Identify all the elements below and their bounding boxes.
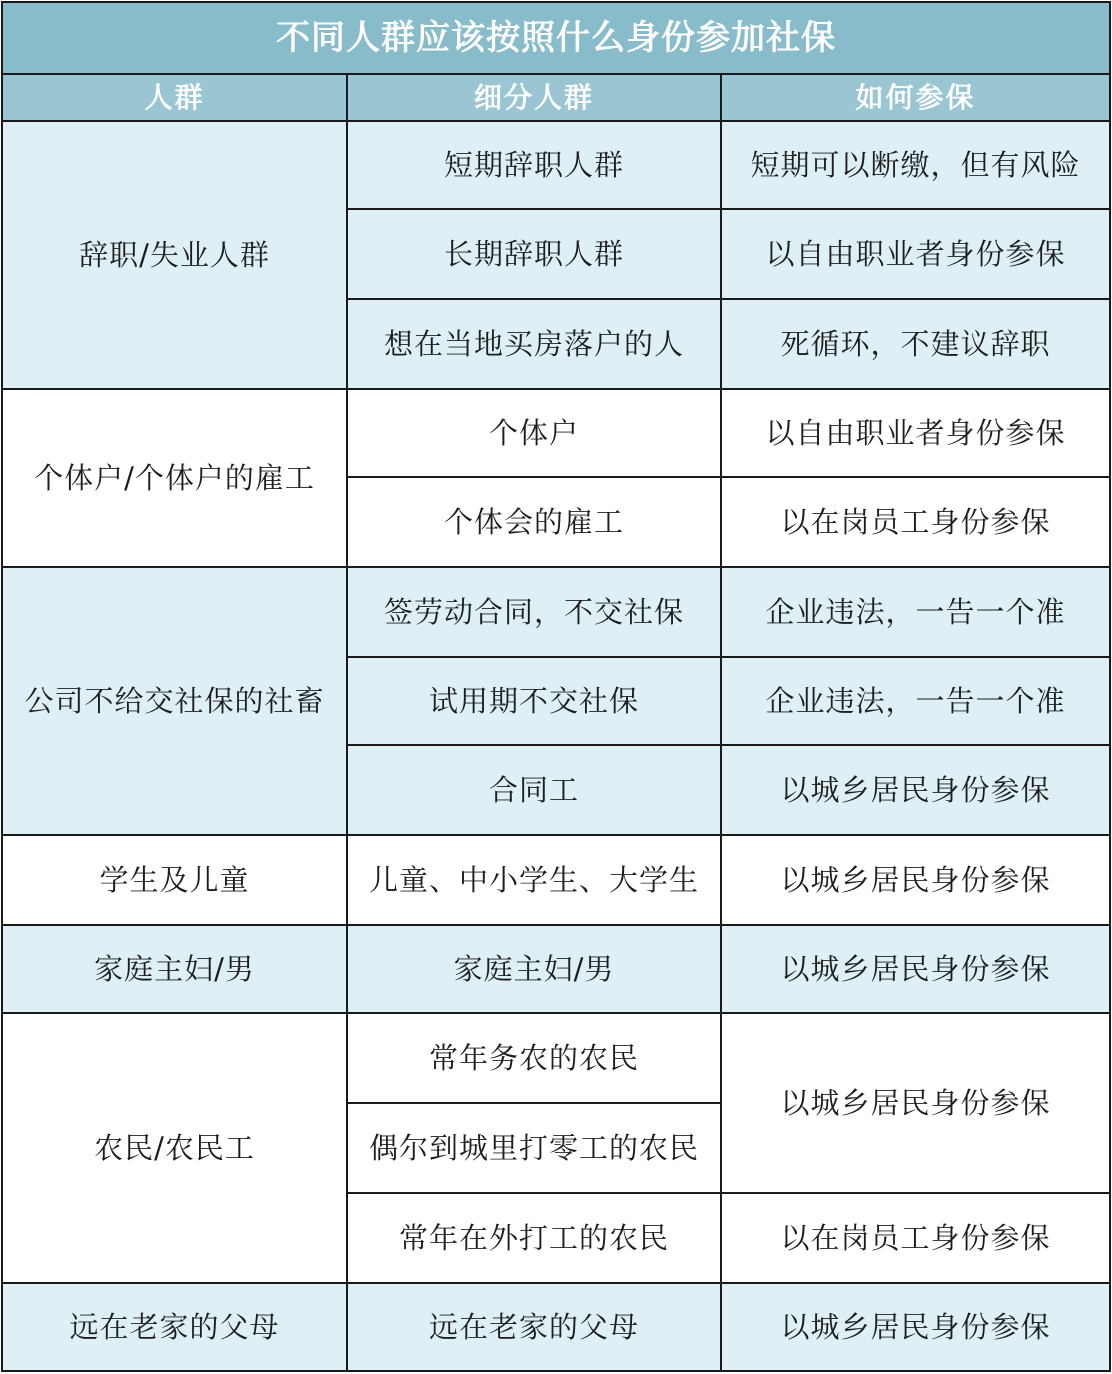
table-title: 不同人群应该按照什么身份参加社保	[276, 17, 836, 58]
grid-line-horizontal	[1, 1, 1111, 3]
header-group: 人群	[144, 80, 205, 114]
group-cell: 公司不给交社保的社畜	[24, 683, 325, 718]
group-cell: 辞职/失业人群	[79, 237, 270, 272]
group-cell: 个体户/个体户的雇工	[34, 460, 315, 495]
grid-line-vertical	[346, 73, 348, 1372]
grid-line-horizontal	[1, 73, 1111, 75]
grid-line-horizontal	[1, 566, 1111, 568]
how-cell: 企业违法，一告一个准	[765, 594, 1066, 629]
how-cell: 以在岗员工身份参保	[780, 504, 1051, 539]
how-cell: 以自由职业者身份参保	[765, 415, 1066, 450]
grid-line-horizontal	[346, 298, 1111, 300]
subgroup-cell: 签劳动合同，不交社保	[383, 594, 684, 629]
group-cell: 学生及儿童	[99, 862, 250, 897]
grid-line-horizontal	[1, 120, 1111, 122]
grid-line-horizontal	[346, 476, 1111, 478]
how-cell: 以城乡居民身份参保	[780, 1309, 1051, 1344]
subgroup-cell: 家庭主妇/男	[453, 951, 615, 986]
grid-line-horizontal	[1, 1282, 1111, 1284]
grid-line-horizontal	[1, 1012, 1111, 1014]
grid-line-horizontal	[346, 744, 1111, 746]
subgroup-cell: 远在老家的父母	[428, 1309, 639, 1344]
subgroup-cell: 个体会的雇工	[443, 504, 624, 539]
how-cell: 以城乡居民身份参保	[780, 862, 1051, 897]
subgroup-cell: 儿童、中小学生、大学生	[368, 862, 699, 897]
grid-line-vertical	[720, 73, 722, 1372]
grid-line-vertical	[1109, 1, 1111, 1372]
grid-line-horizontal	[346, 1192, 1111, 1194]
how-cell: 以城乡居民身份参保	[780, 1085, 1051, 1120]
how-cell: 以城乡居民身份参保	[780, 951, 1051, 986]
subgroup-cell: 偶尔到城里打零工的农民	[368, 1130, 699, 1165]
subgroup-cell: 个体户	[488, 415, 579, 450]
subgroup-cell: 想在当地买房落户的人	[383, 326, 684, 361]
grid-line-horizontal	[1, 834, 1111, 836]
grid-line-horizontal	[1, 1370, 1111, 1372]
how-cell: 死循环，不建议辞职	[780, 326, 1051, 361]
subgroup-cell: 常年在外打工的农民	[398, 1220, 669, 1255]
how-cell: 以在岗员工身份参保	[780, 1220, 1051, 1255]
header-how: 如何参保	[855, 80, 976, 114]
grid-line-horizontal	[346, 208, 1111, 210]
grid-line-horizontal	[1, 388, 1111, 390]
group-cell: 家庭主妇/男	[94, 951, 255, 986]
grid-line-horizontal	[346, 656, 1111, 658]
grid-line-vertical	[1, 1, 3, 1372]
how-cell: 短期可以断缴，但有风险	[750, 147, 1081, 182]
grid-line-horizontal	[1, 924, 1111, 926]
how-cell: 以城乡居民身份参保	[780, 772, 1051, 807]
grid-line-horizontal	[346, 1102, 722, 1104]
group-cell: 远在老家的父母	[69, 1309, 280, 1344]
group-cell: 农民/农民工	[94, 1130, 255, 1165]
how-cell: 以自由职业者身份参保	[765, 236, 1066, 271]
subgroup-cell: 试用期不交社保	[428, 683, 639, 718]
header-subgroup: 细分人群	[473, 80, 594, 114]
how-cell: 企业违法，一告一个准	[765, 683, 1066, 718]
subgroup-cell: 长期辞职人群	[443, 236, 624, 271]
subgroup-cell: 常年务农的农民	[428, 1040, 639, 1075]
subgroup-cell: 短期辞职人群	[443, 147, 624, 182]
subgroup-cell: 合同工	[488, 772, 579, 807]
